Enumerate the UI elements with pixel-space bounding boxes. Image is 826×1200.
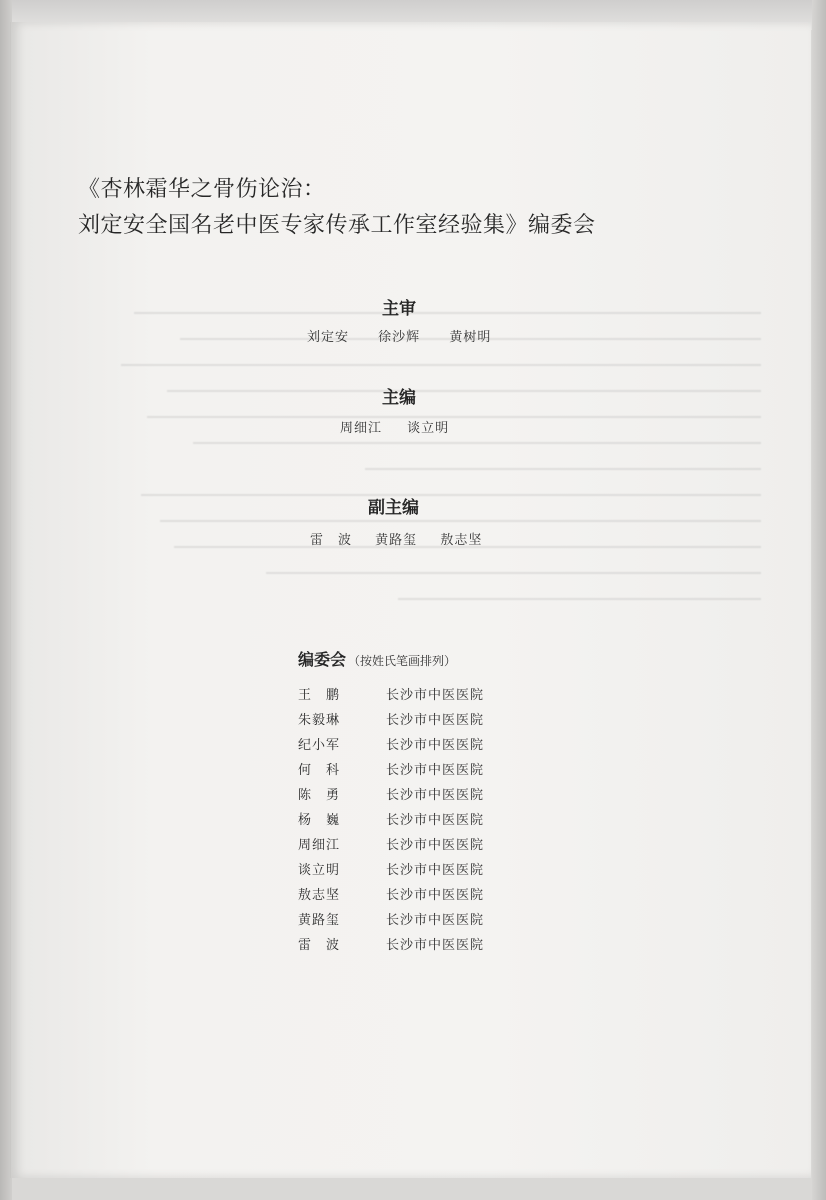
chief-editors-names bbox=[340, 417, 449, 436]
member-name: 王 鹏 bbox=[298, 688, 341, 703]
desk-background-right bbox=[812, 0, 826, 1200]
list-item bbox=[298, 734, 558, 759]
chief-editor-name: 周细江 bbox=[340, 421, 383, 436]
chief-reviewer-name: 徐沙辉 bbox=[378, 330, 421, 345]
chief-reviewer-name: 刘定安 bbox=[307, 330, 350, 345]
deputy-editor-name: 黄路玺 bbox=[375, 533, 418, 548]
chief-reviewer-name: 黄树明 bbox=[449, 330, 492, 345]
title-line-2: 刘定安全国名老中医专家传承工作室经验集》编委会 bbox=[78, 213, 596, 238]
member-organization: 长沙市中医医院 bbox=[386, 838, 485, 853]
member-name: 纪小军 bbox=[298, 738, 341, 753]
member-organization: 长沙市中医医院 bbox=[386, 713, 485, 728]
list-item bbox=[298, 859, 558, 884]
member-organization: 长沙市中医医院 bbox=[386, 913, 485, 928]
member-organization: 长沙市中医医院 bbox=[386, 813, 485, 828]
committee-member-list bbox=[298, 684, 558, 959]
list-item bbox=[298, 934, 558, 959]
member-name: 谈立明 bbox=[298, 863, 341, 878]
committee-order-note: （按姓氏笔画排列） bbox=[348, 654, 457, 668]
deputy-editor-name: 敖志坚 bbox=[440, 533, 483, 548]
list-item bbox=[298, 759, 558, 784]
list-item bbox=[298, 684, 558, 709]
member-organization: 长沙市中医医院 bbox=[386, 738, 485, 753]
chief-editors-heading: 主编 bbox=[382, 388, 416, 408]
deputy-editors-names bbox=[310, 529, 482, 548]
member-organization: 长沙市中医医院 bbox=[386, 763, 485, 778]
list-item bbox=[298, 834, 558, 859]
member-organization: 长沙市中医医院 bbox=[386, 938, 485, 953]
member-organization: 长沙市中医医院 bbox=[386, 688, 485, 703]
member-organization: 长沙市中医医院 bbox=[386, 863, 485, 878]
list-item bbox=[298, 784, 558, 809]
page-title bbox=[78, 172, 778, 244]
deputy-editors-heading: 副主编 bbox=[368, 498, 419, 518]
chief-reviewers-heading: 主审 bbox=[382, 299, 416, 319]
chief-editor-name: 谈立明 bbox=[407, 421, 450, 436]
member-name: 何 科 bbox=[298, 763, 341, 778]
member-name: 雷 波 bbox=[298, 938, 341, 953]
member-name: 朱毅琳 bbox=[298, 713, 341, 728]
member-organization: 长沙市中医医院 bbox=[386, 888, 485, 903]
member-name: 黄路玺 bbox=[298, 913, 341, 928]
member-name: 陈 勇 bbox=[298, 788, 341, 803]
member-name: 敖志坚 bbox=[298, 888, 341, 903]
title-line-1: 《杏林霜华之骨伤论治： bbox=[78, 177, 326, 202]
list-item bbox=[298, 909, 558, 934]
chief-reviewers-names bbox=[307, 326, 491, 345]
deputy-editor-name: 雷 波 bbox=[310, 533, 353, 548]
list-item bbox=[298, 809, 558, 834]
list-item bbox=[298, 709, 558, 734]
member-organization: 长沙市中医医院 bbox=[386, 788, 485, 803]
list-item bbox=[298, 884, 558, 909]
member-name: 周细江 bbox=[298, 838, 341, 853]
member-name: 杨 巍 bbox=[298, 813, 341, 828]
committee-heading: 编委会 bbox=[298, 650, 347, 669]
committee-heading-row bbox=[298, 647, 456, 670]
